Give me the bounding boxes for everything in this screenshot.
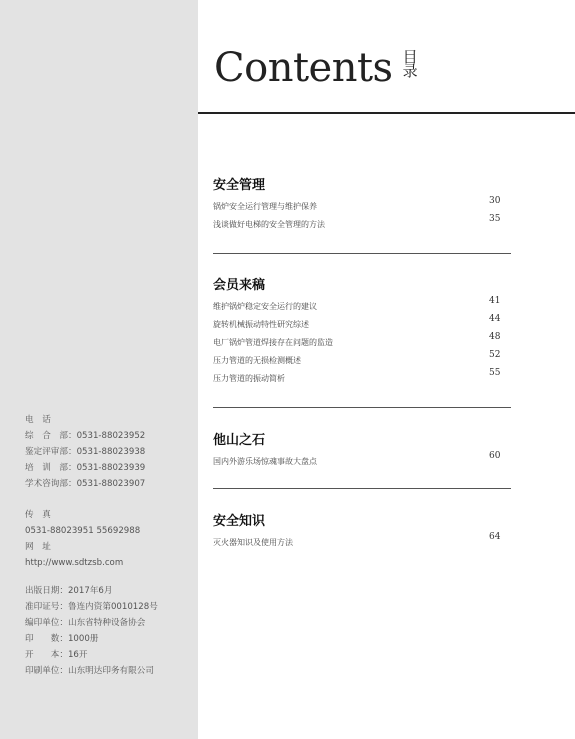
section-heading: 他山之石	[213, 433, 266, 448]
section-heading: 安全管理	[213, 178, 266, 193]
entry-page: 48	[489, 332, 501, 342]
pub-date: 出版日期：2017年6月	[25, 586, 113, 596]
entry-page: 52	[489, 350, 501, 360]
toc-entry[interactable]	[213, 532, 511, 550]
toc-entry[interactable]	[213, 350, 511, 368]
phone-training: 培 训 部：0531-88023939	[25, 463, 146, 473]
entry-page: 60	[489, 451, 501, 461]
section-safety-knowledge	[213, 510, 511, 550]
pub-format: 开 本：16开	[25, 650, 88, 660]
section-divider	[213, 488, 511, 489]
title-chinese: 目录	[402, 48, 418, 80]
toc-entry[interactable]	[213, 332, 511, 350]
fax-web-info	[25, 507, 140, 571]
pub-permit: 准印证号：鲁连内资第0010128号	[25, 602, 158, 612]
entry-title: 电厂锅炉管道焊接存在问题的监造	[213, 338, 333, 347]
toc-entry[interactable]	[213, 368, 511, 386]
entry-page: 55	[489, 368, 501, 378]
section-heading: 会员来稿	[213, 278, 266, 293]
entry-title: 灭火器知识及使用方法	[213, 538, 293, 547]
section-other-stones	[213, 429, 511, 469]
toc-entry[interactable]	[213, 196, 511, 214]
page-title	[214, 42, 419, 94]
entry-title: 维护锅炉稳定安全运行的建议	[213, 302, 317, 311]
section-safety-management	[213, 174, 511, 232]
toc-entry[interactable]	[213, 296, 511, 314]
phone-label: 电 话	[25, 415, 51, 425]
entry-page: 64	[489, 532, 501, 542]
section-divider	[213, 253, 511, 254]
contents-panel	[198, 0, 575, 739]
toc-entry[interactable]	[213, 214, 511, 232]
section-member-articles	[213, 274, 511, 386]
pub-printer: 印刷单位：山东明达印务有限公司	[25, 666, 154, 676]
entry-title: 压力管道的振动简析	[213, 374, 285, 383]
toc-entry[interactable]	[213, 451, 511, 469]
fax-number: 0531-88023951 55692988	[25, 526, 141, 536]
entry-page: 44	[489, 314, 501, 324]
title-divider	[198, 112, 575, 114]
entry-title: 浅谈做好电梯的安全管理的方法	[213, 220, 325, 229]
contact-info	[25, 412, 145, 492]
fax-label: 传 真	[25, 510, 51, 520]
entry-page: 30	[489, 196, 501, 206]
phone-general: 综 合 部：0531-88023952	[25, 431, 146, 441]
sidebar	[0, 0, 198, 739]
toc-entry[interactable]	[213, 314, 511, 332]
pub-editor: 编印单位：山东省特种设备协会	[25, 618, 146, 628]
pub-copies: 印 数：1000册	[25, 634, 99, 644]
website-url[interactable]: http://www.sdtzsb.com	[25, 558, 124, 568]
entry-page: 41	[489, 296, 501, 306]
entry-title: 锅炉安全运行管理与维护保养	[213, 202, 317, 211]
entry-page: 35	[489, 214, 501, 224]
website-label: 网 址	[25, 542, 51, 552]
publication-info	[25, 583, 158, 679]
entry-title: 旋转机械振动特性研究综述	[213, 320, 309, 329]
section-heading: 安全知识	[213, 514, 266, 529]
phone-appraisal: 鉴定评审部：0531-88023938	[25, 447, 146, 457]
entry-title: 压力管道的无损检测概述	[213, 356, 301, 365]
phone-academic: 学术咨询部：0531-88023907	[25, 479, 146, 489]
section-divider	[213, 407, 511, 408]
entry-title: 国内外游乐场惊魂事故大盘点	[213, 457, 317, 466]
title-english: Contents	[214, 45, 393, 91]
